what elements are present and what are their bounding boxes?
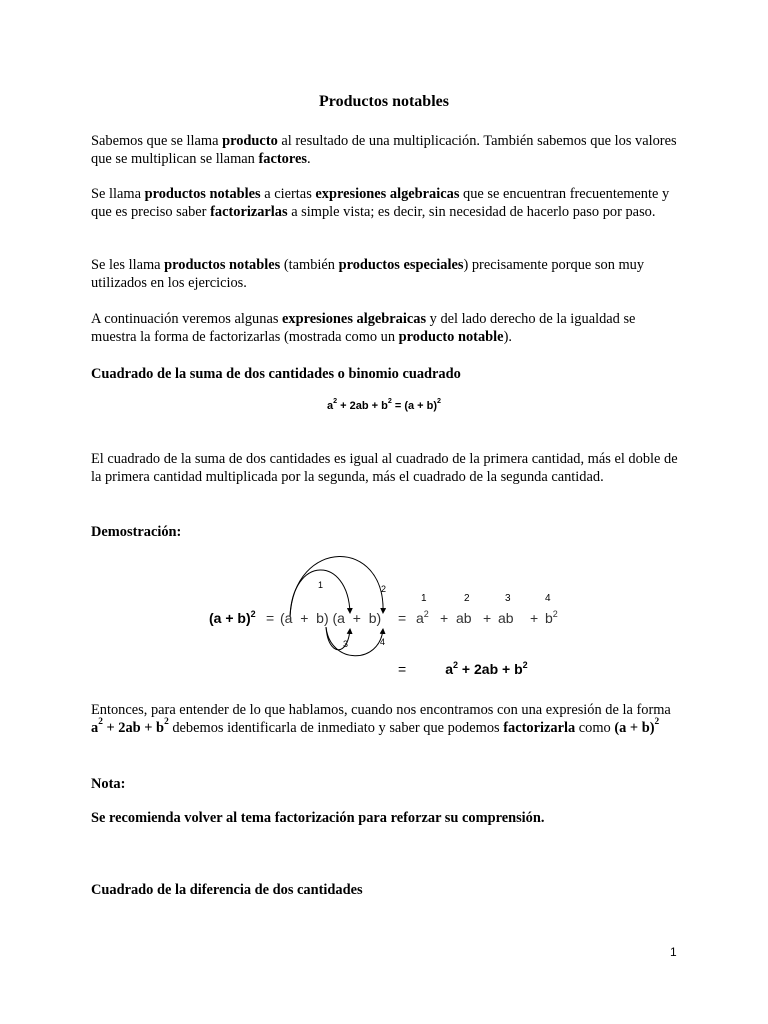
text: Se les llama [91, 257, 165, 273]
bold-term: producto notable [398, 328, 504, 345]
arc-label: 3 [343, 639, 349, 649]
exponent: 2 [437, 397, 442, 406]
text: debemos identificarla de inmediato y saber que podemos [168, 719, 504, 736]
exponent: 2 [423, 609, 429, 619]
exponent: 2 [164, 717, 169, 728]
bold-term: factorizarla [503, 719, 576, 736]
arc-label: 1 [318, 580, 324, 590]
demo-lhs [209, 609, 256, 626]
text: Se llama [91, 186, 145, 202]
nota-text: Se recomienda volver al tema factorización para reforzar su comprensión. [91, 810, 545, 826]
text: al resultado de una multiplicación. También sabemos que los valores que se multiplican se llaman [91, 133, 677, 167]
step-number: 2 [464, 593, 470, 604]
term-a2 [416, 609, 429, 626]
bold-term: productos especiales [338, 257, 464, 273]
bold-term: expresiones algebraicas [282, 311, 427, 327]
section-heading-binomio-cuadrado: Cuadrado de la suma de dos cantidades o binomio cuadrado [91, 366, 461, 382]
exponent: 2 [387, 397, 392, 406]
paragraph-productos-notables [91, 186, 681, 221]
text: como [575, 719, 615, 736]
paragraph-explicacion: El cuadrado de la suma de dos cantidades es igual al cuadrado de la primera cantidad, más el doble de la primera cantidad multiplicada por la segunda, más el cuadrado de la segunda cantidad. [91, 451, 678, 485]
demo-equals: = [398, 661, 407, 677]
text: . [306, 150, 311, 167]
demostracion-diagram [0, 555, 768, 685]
exponent: 2 [453, 660, 459, 670]
exponent: 2 [98, 717, 103, 728]
arc-4 [326, 627, 386, 656]
bold-term: productos notables [144, 186, 261, 202]
formula-term: + 2ab + b [337, 400, 388, 412]
exponent: 2 [552, 609, 558, 619]
page-title: Productos notables [319, 93, 449, 110]
exponent: 2 [333, 397, 338, 406]
paragraph-productos-especiales [91, 257, 681, 292]
term: (a + b) [614, 719, 655, 736]
text: A continuación veremos algunas [91, 311, 283, 327]
term-ab: ab [456, 610, 472, 626]
term: a [91, 719, 99, 736]
paragraph-producto [91, 133, 681, 168]
exponent: 2 [522, 660, 528, 670]
step-number: 1 [421, 593, 427, 604]
demo-equals: = [266, 610, 275, 626]
text: ) precisamente porque son muy utilizados en los ejercicios. [91, 257, 645, 291]
paragraph-continuacion [91, 311, 681, 346]
arc-label: 4 [380, 637, 386, 647]
bold-formula [614, 717, 660, 736]
text: a simple vista; es decir, sin necesidad de hacerlo paso por paso. [287, 203, 656, 220]
text: que se encuentran frecuentemente y que es preciso saber [91, 186, 670, 220]
plus-sign: + [483, 610, 492, 626]
text: Entonces, para entender de lo que hablamos, cuando nos encontramos con una expresión de la forma [91, 702, 671, 718]
text: ). [503, 328, 512, 345]
exponent: 2 [654, 717, 660, 728]
bold-term: producto [222, 133, 278, 149]
step-number: 3 [505, 593, 511, 604]
text: a ciertas [260, 186, 316, 202]
bold-term: productos notables [164, 257, 281, 273]
plus-sign: + [530, 610, 539, 626]
demo-result [418, 655, 547, 677]
demo-lhs-text: (a + b) [209, 610, 251, 626]
bold-term: expresiones algebraicas [315, 186, 460, 202]
arc-2 [290, 556, 383, 617]
term: b [545, 610, 553, 626]
demo-equals: = [398, 610, 407, 626]
text: y del lado derecho de la igualdad se muestra la forma de factorizarlas (mostrada como un [91, 311, 636, 345]
term-b2 [545, 609, 558, 626]
nota-label: Nota: [91, 776, 126, 792]
bold-formula [91, 717, 169, 736]
demo-factors: (a + b) (a + b) [280, 610, 382, 626]
text: (también [280, 257, 339, 273]
formula-binomio-cuadrado [0, 397, 768, 412]
term-ab: ab [498, 610, 514, 626]
demostracion-label: Demostración: [91, 524, 182, 540]
plus-sign: + [440, 610, 449, 626]
step-number: 4 [545, 593, 551, 604]
term: + 2ab + b [102, 719, 165, 736]
exponent: 2 [250, 609, 256, 619]
bold-term: factorizarlas [210, 203, 288, 220]
bold-term: factores [258, 150, 307, 167]
result-term: a [445, 661, 454, 677]
text: Sabemos que se llama [91, 133, 223, 149]
page-number: 1 [670, 945, 677, 959]
section-heading-diferencia: Cuadrado de la diferencia de dos cantidades [91, 882, 363, 898]
term: a [416, 610, 424, 626]
result-term: + 2ab + b [458, 661, 523, 677]
arc-label: 2 [381, 584, 387, 594]
formula-term: a [326, 400, 334, 412]
formula-term: = (a + b) [391, 400, 438, 412]
paragraph-entonces [91, 702, 681, 737]
